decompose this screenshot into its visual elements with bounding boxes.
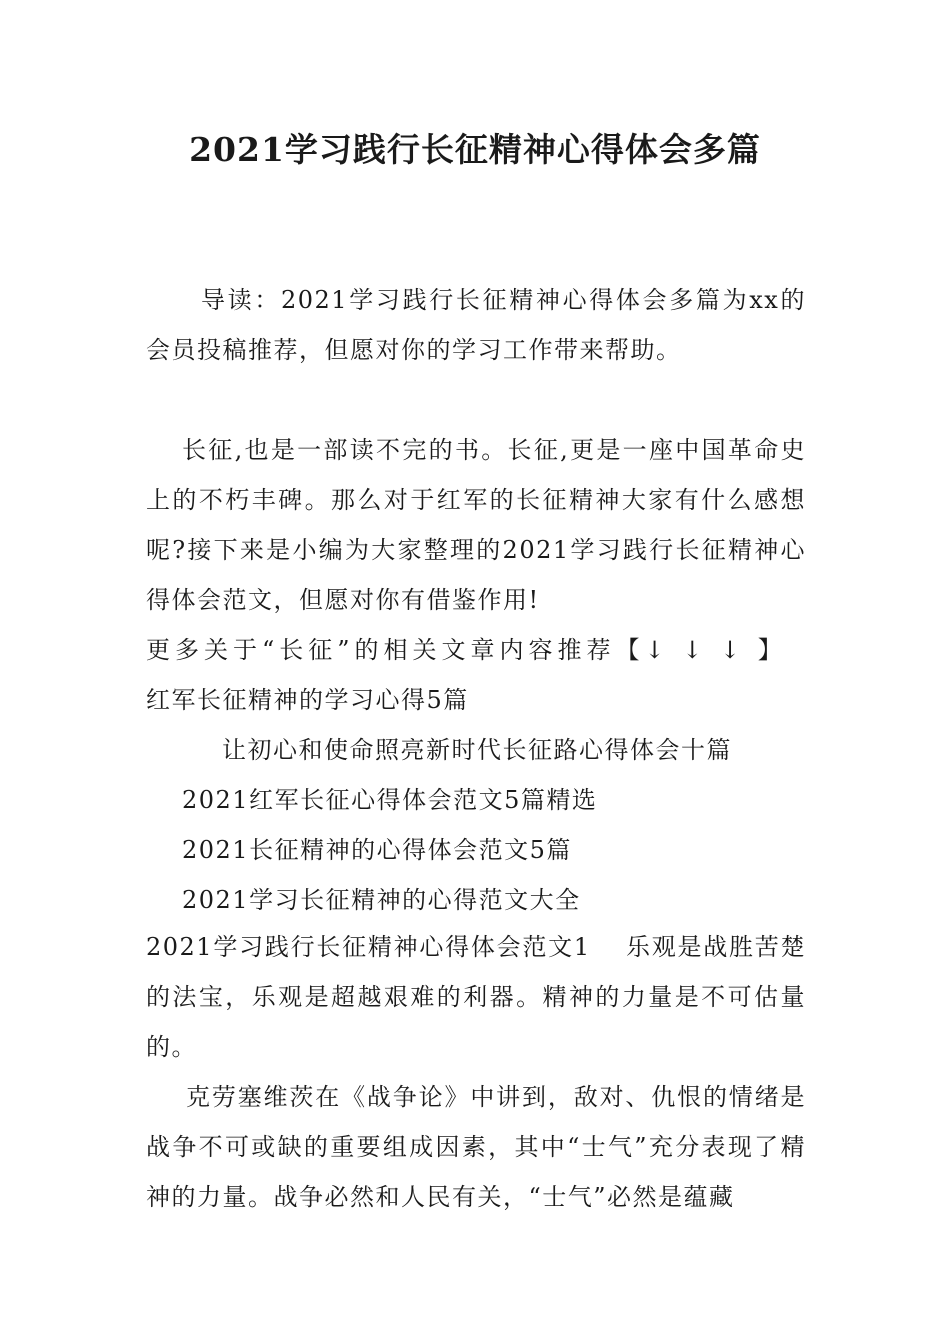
- more-recommend-label: 更多关于“长征”的相关文章内容推荐【↓ ↓ ↓ 】: [146, 636, 787, 664]
- body-paragraph-1: 长征,也是一部读不完的书。长征,更是一座中国革命史上的不朽丰碑。那么对于红军的长征精神大家有什么感想呢?接下来是小编为大家整理的2021学习践行长征精神心得体会范文，但愿对你有借鉴作用!: [146, 436, 806, 614]
- body-paragraph-3: 克劳塞维茨在《战争论》中讲到，敌对、仇恨的情绪是战争不可或缺的重要组成因素，其中“士气”充分表现了精神的力量。战争必然和人民有关，“士气”必然是蕴藏: [146, 1083, 806, 1211]
- body-paragraph-2: 2021学习践行长征精神心得体会范文1 乐观是战胜苦楚的法宝，乐观是超越艰难的利器。精神的力量是不可估量的。: [146, 933, 806, 1061]
- related-link-1[interactable]: 红军长征精神的学习心得5篇: [146, 686, 469, 714]
- page-title: 2021学习践行长征精神心得体会多篇: [189, 130, 761, 169]
- related-link-3[interactable]: 2021红军长征心得体会范文5篇精选: [182, 786, 598, 814]
- related-link-4[interactable]: 2021长征精神的心得体会范文5篇: [182, 836, 572, 864]
- intro-paragraph: 导读：2021学习践行长征精神心得体会多篇为xx的会员投稿推荐，但愿对你的学习工作带来帮助。: [146, 286, 806, 364]
- related-link-2[interactable]: 让初心和使命照亮新时代长征路心得体会十篇: [222, 736, 732, 764]
- related-link-5[interactable]: 2021学习长征精神的心得范文大全: [182, 886, 581, 914]
